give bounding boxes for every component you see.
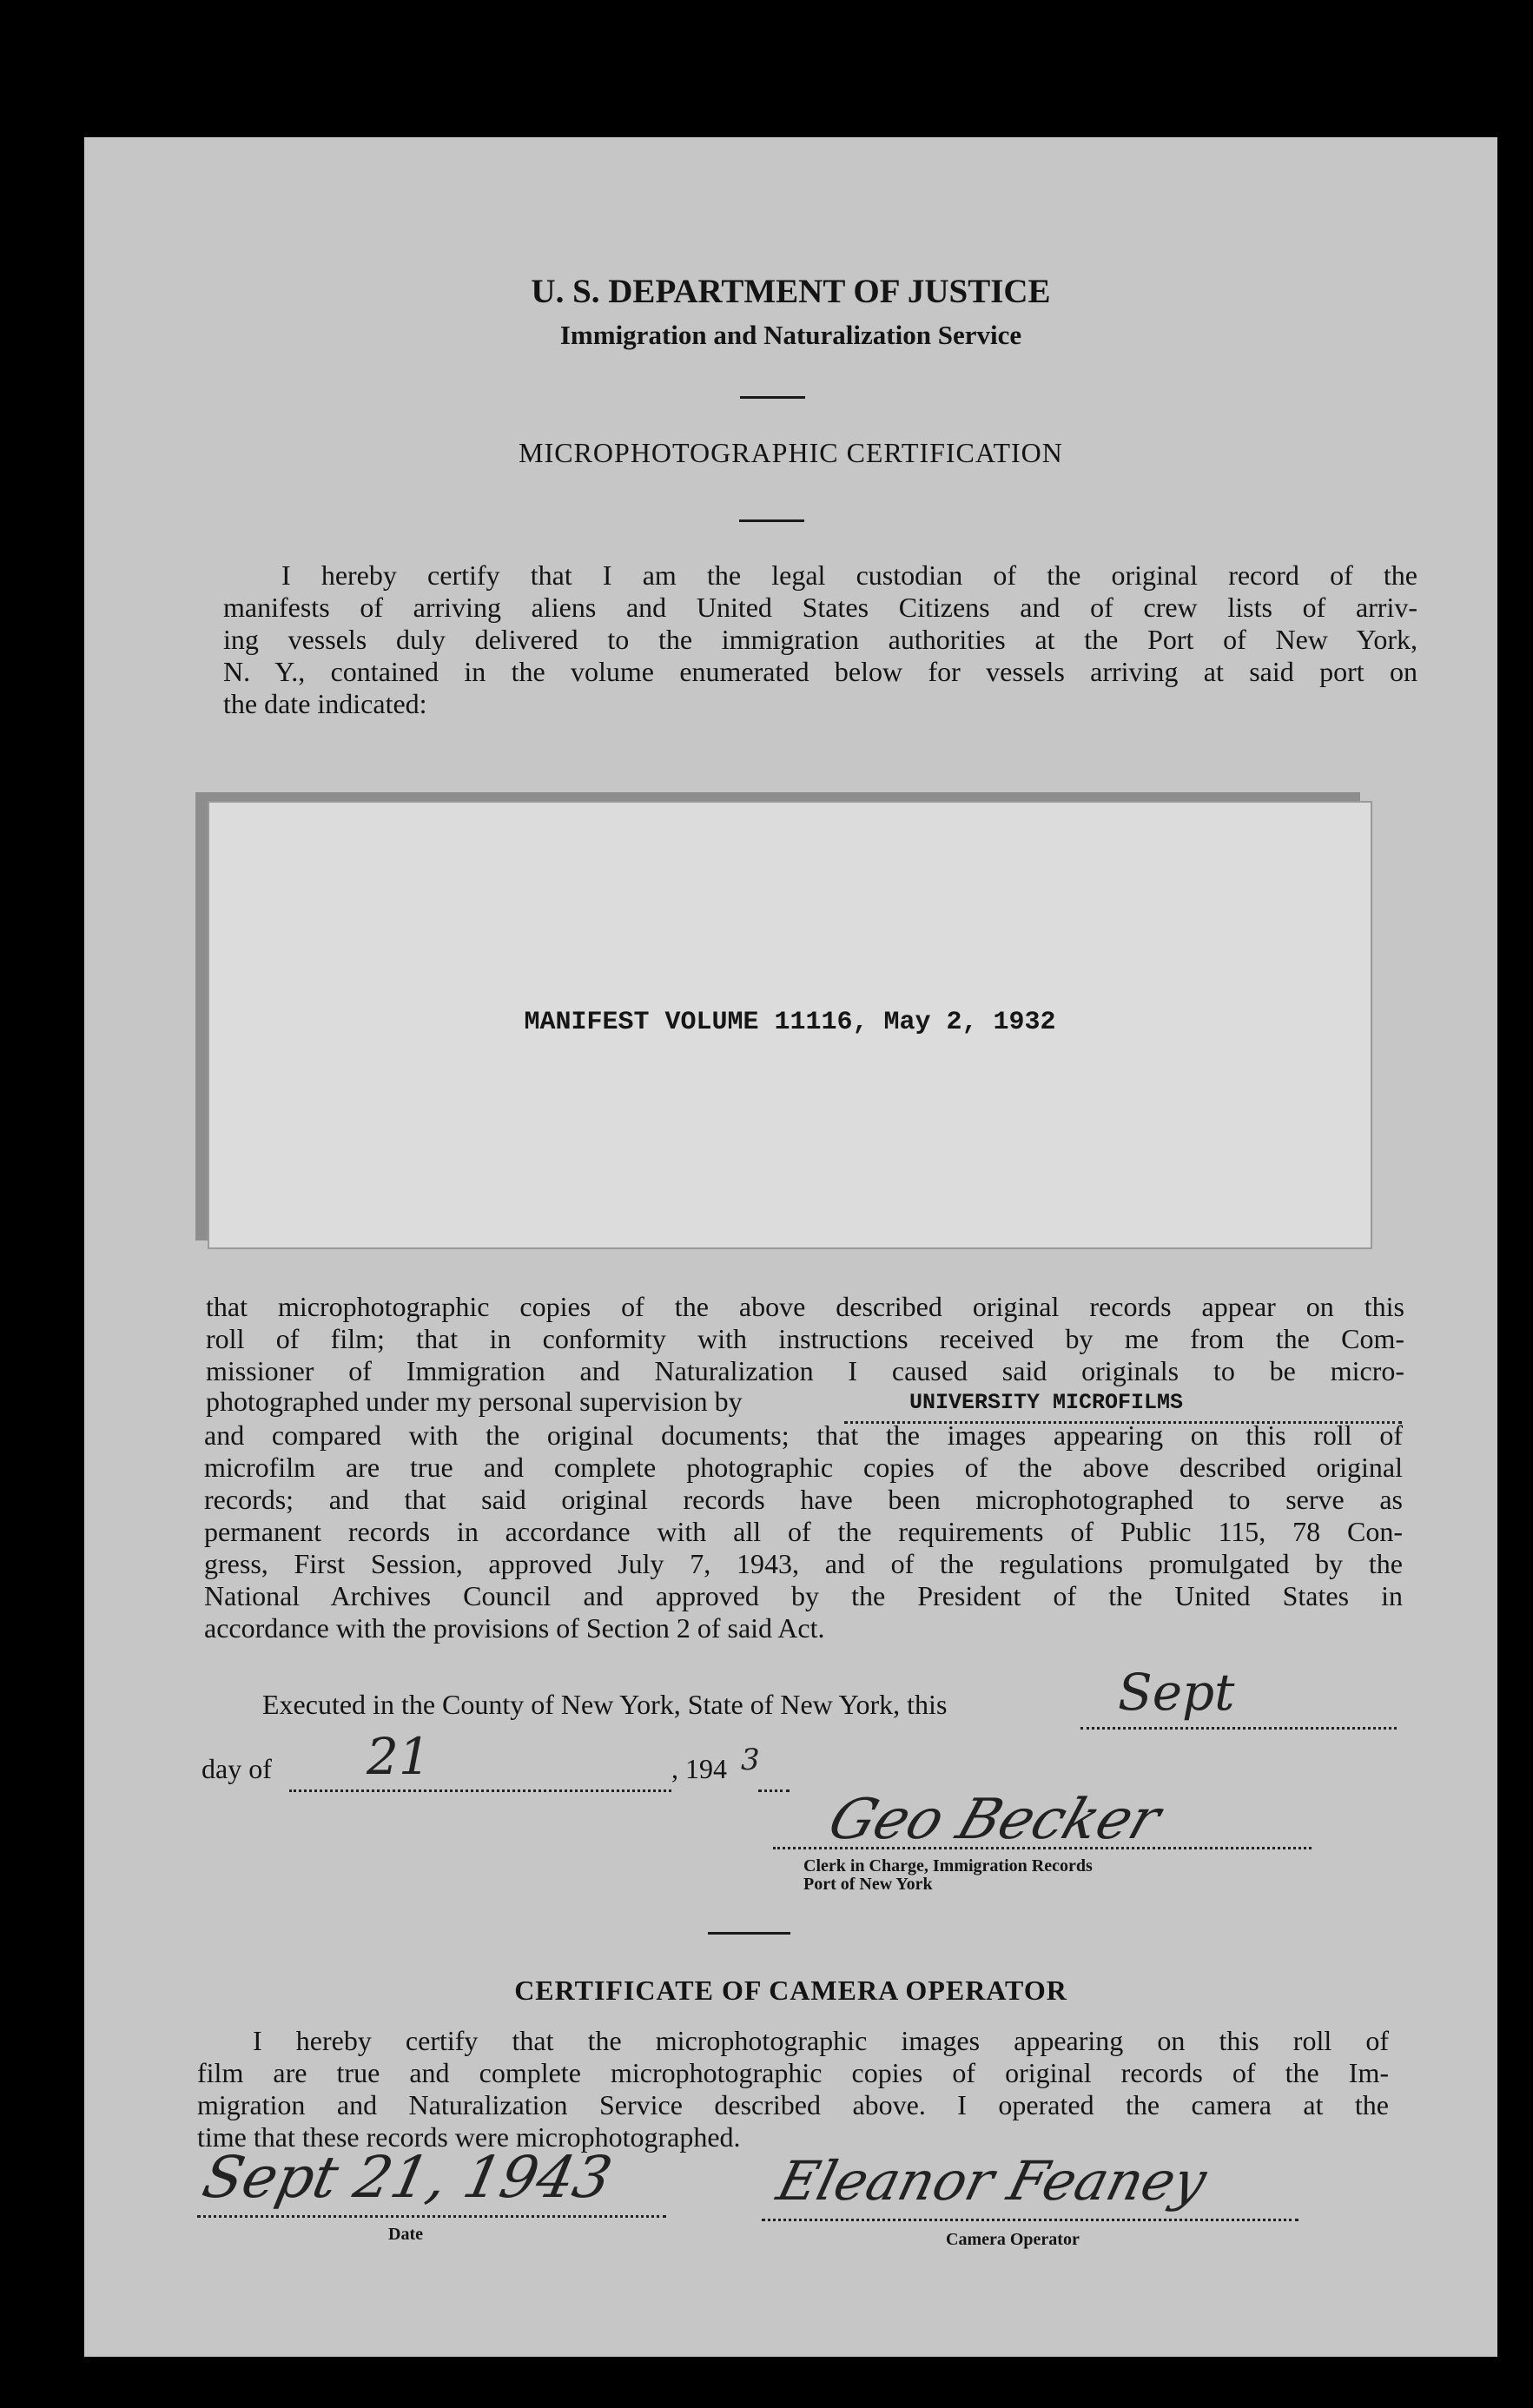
year-value: 3 [741, 1743, 760, 1777]
volume-label: MANIFEST VOLUME 11116, May 2, 1932 [524, 1008, 1056, 1037]
executed-this-value: Sept [1118, 1663, 1235, 1722]
certificate-sheet [84, 137, 1497, 2357]
operator-dotted-line [762, 2219, 1298, 2221]
intro-line: ing vessels duly delivered to the immigration authorities at the Port of New York, [223, 624, 1417, 655]
year-prefix: , 194 [671, 1753, 727, 1784]
day-prefix: day of [202, 1753, 272, 1784]
intro-line: I hereby certify that I am the legal custodian of the original record of the [281, 559, 1417, 591]
this-dotted-line [1080, 1727, 1397, 1730]
date-label: Date [388, 2225, 423, 2244]
microfilmer-name: UNIVERSITY MICROFILMS [909, 1390, 1184, 1415]
executed-prefix: Executed in the County of New York, State of New York, this [262, 1689, 948, 1720]
camera-paragraph [197, 2025, 1389, 2153]
day-dotted-line [289, 1789, 671, 1792]
body-line: accordance with the provisions of Section 2 of said Act. [204, 1612, 825, 1644]
intro-line: N. Y., contained in the volume enumerated below for vessels arriving at said port on [223, 656, 1417, 687]
intro-paragraph [223, 559, 1417, 720]
service-subtitle: Immigration and Naturalization Service [559, 320, 1022, 350]
clerk-signature-line [773, 1847, 1312, 1849]
camera-line: time that these records were microphotographed. [197, 2121, 741, 2153]
body-line: and compared with the original documents; that the images appearing on this roll of [204, 1419, 1403, 1451]
body-paragraph-a [206, 1291, 1404, 1387]
department-title: U. S. DEPARTMENT OF JUSTICE [531, 273, 1051, 310]
body-line: National Archives Council and approved by the President of the United States in [204, 1580, 1403, 1611]
intro-line: manifests of arriving aliens and United States Citizens and of crew lists of arriv- [223, 592, 1417, 623]
body-line: missioner of Immigration and Naturalization I caused said originals to be micro- [206, 1355, 1404, 1386]
certification-title: MICROPHOTOGRAPHIC CERTIFICATION [519, 437, 1063, 468]
body-line: gress, First Session, approved July 7, 1943, and of the regulations promulgated by the [204, 1548, 1403, 1579]
supervision-prefix: photographed under my personal supervision by [206, 1386, 743, 1417]
body-line: roll of film; that in conformity with instructions received by me from the Com- [206, 1323, 1404, 1354]
camera-line: I hereby certify that the microphotographic images appearing on this roll of [253, 2025, 1389, 2056]
clerk-title: Clerk in Charge, Immigration Records [803, 1856, 1093, 1875]
volume-card [208, 801, 1372, 1249]
section-divider [708, 1932, 790, 1935]
camera-line: film are true and complete microphotographic copies of original records of the Im- [197, 2057, 1389, 2088]
camera-line: migration and Naturalization Service described above. I operated the camera at the [197, 2089, 1389, 2120]
camera-date-value: Sept 21, 1943 [196, 2144, 618, 2211]
title-divider [739, 519, 804, 522]
header-divider [740, 396, 805, 399]
day-value: 21 [367, 1727, 431, 1786]
operator-signature: Eleanor Feaney [770, 2149, 1213, 2213]
body-line: that microphotographic copies of the above described original records appear on this [206, 1291, 1404, 1322]
body-paragraph-b [204, 1419, 1403, 1644]
body-line: records; and that said original records have been microphotographed to serve as [204, 1484, 1403, 1515]
clerk-port: Port of New York [803, 1875, 933, 1894]
intro-line: the date indicated: [223, 688, 427, 719]
year-dotted-line [758, 1789, 790, 1792]
body-line: microfilm are true and complete photographic copies of the above described original [204, 1452, 1403, 1483]
clerk-signature: Geo Becker [820, 1788, 1168, 1852]
body-line: permanent records in accordance with all of the requirements of Public 115, 78 Con- [204, 1516, 1403, 1547]
operator-label: Camera Operator [946, 2230, 1080, 2249]
date-dotted-line [197, 2215, 666, 2218]
camera-section-title: CERTIFICATE OF CAMERA OPERATOR [514, 1975, 1067, 2006]
